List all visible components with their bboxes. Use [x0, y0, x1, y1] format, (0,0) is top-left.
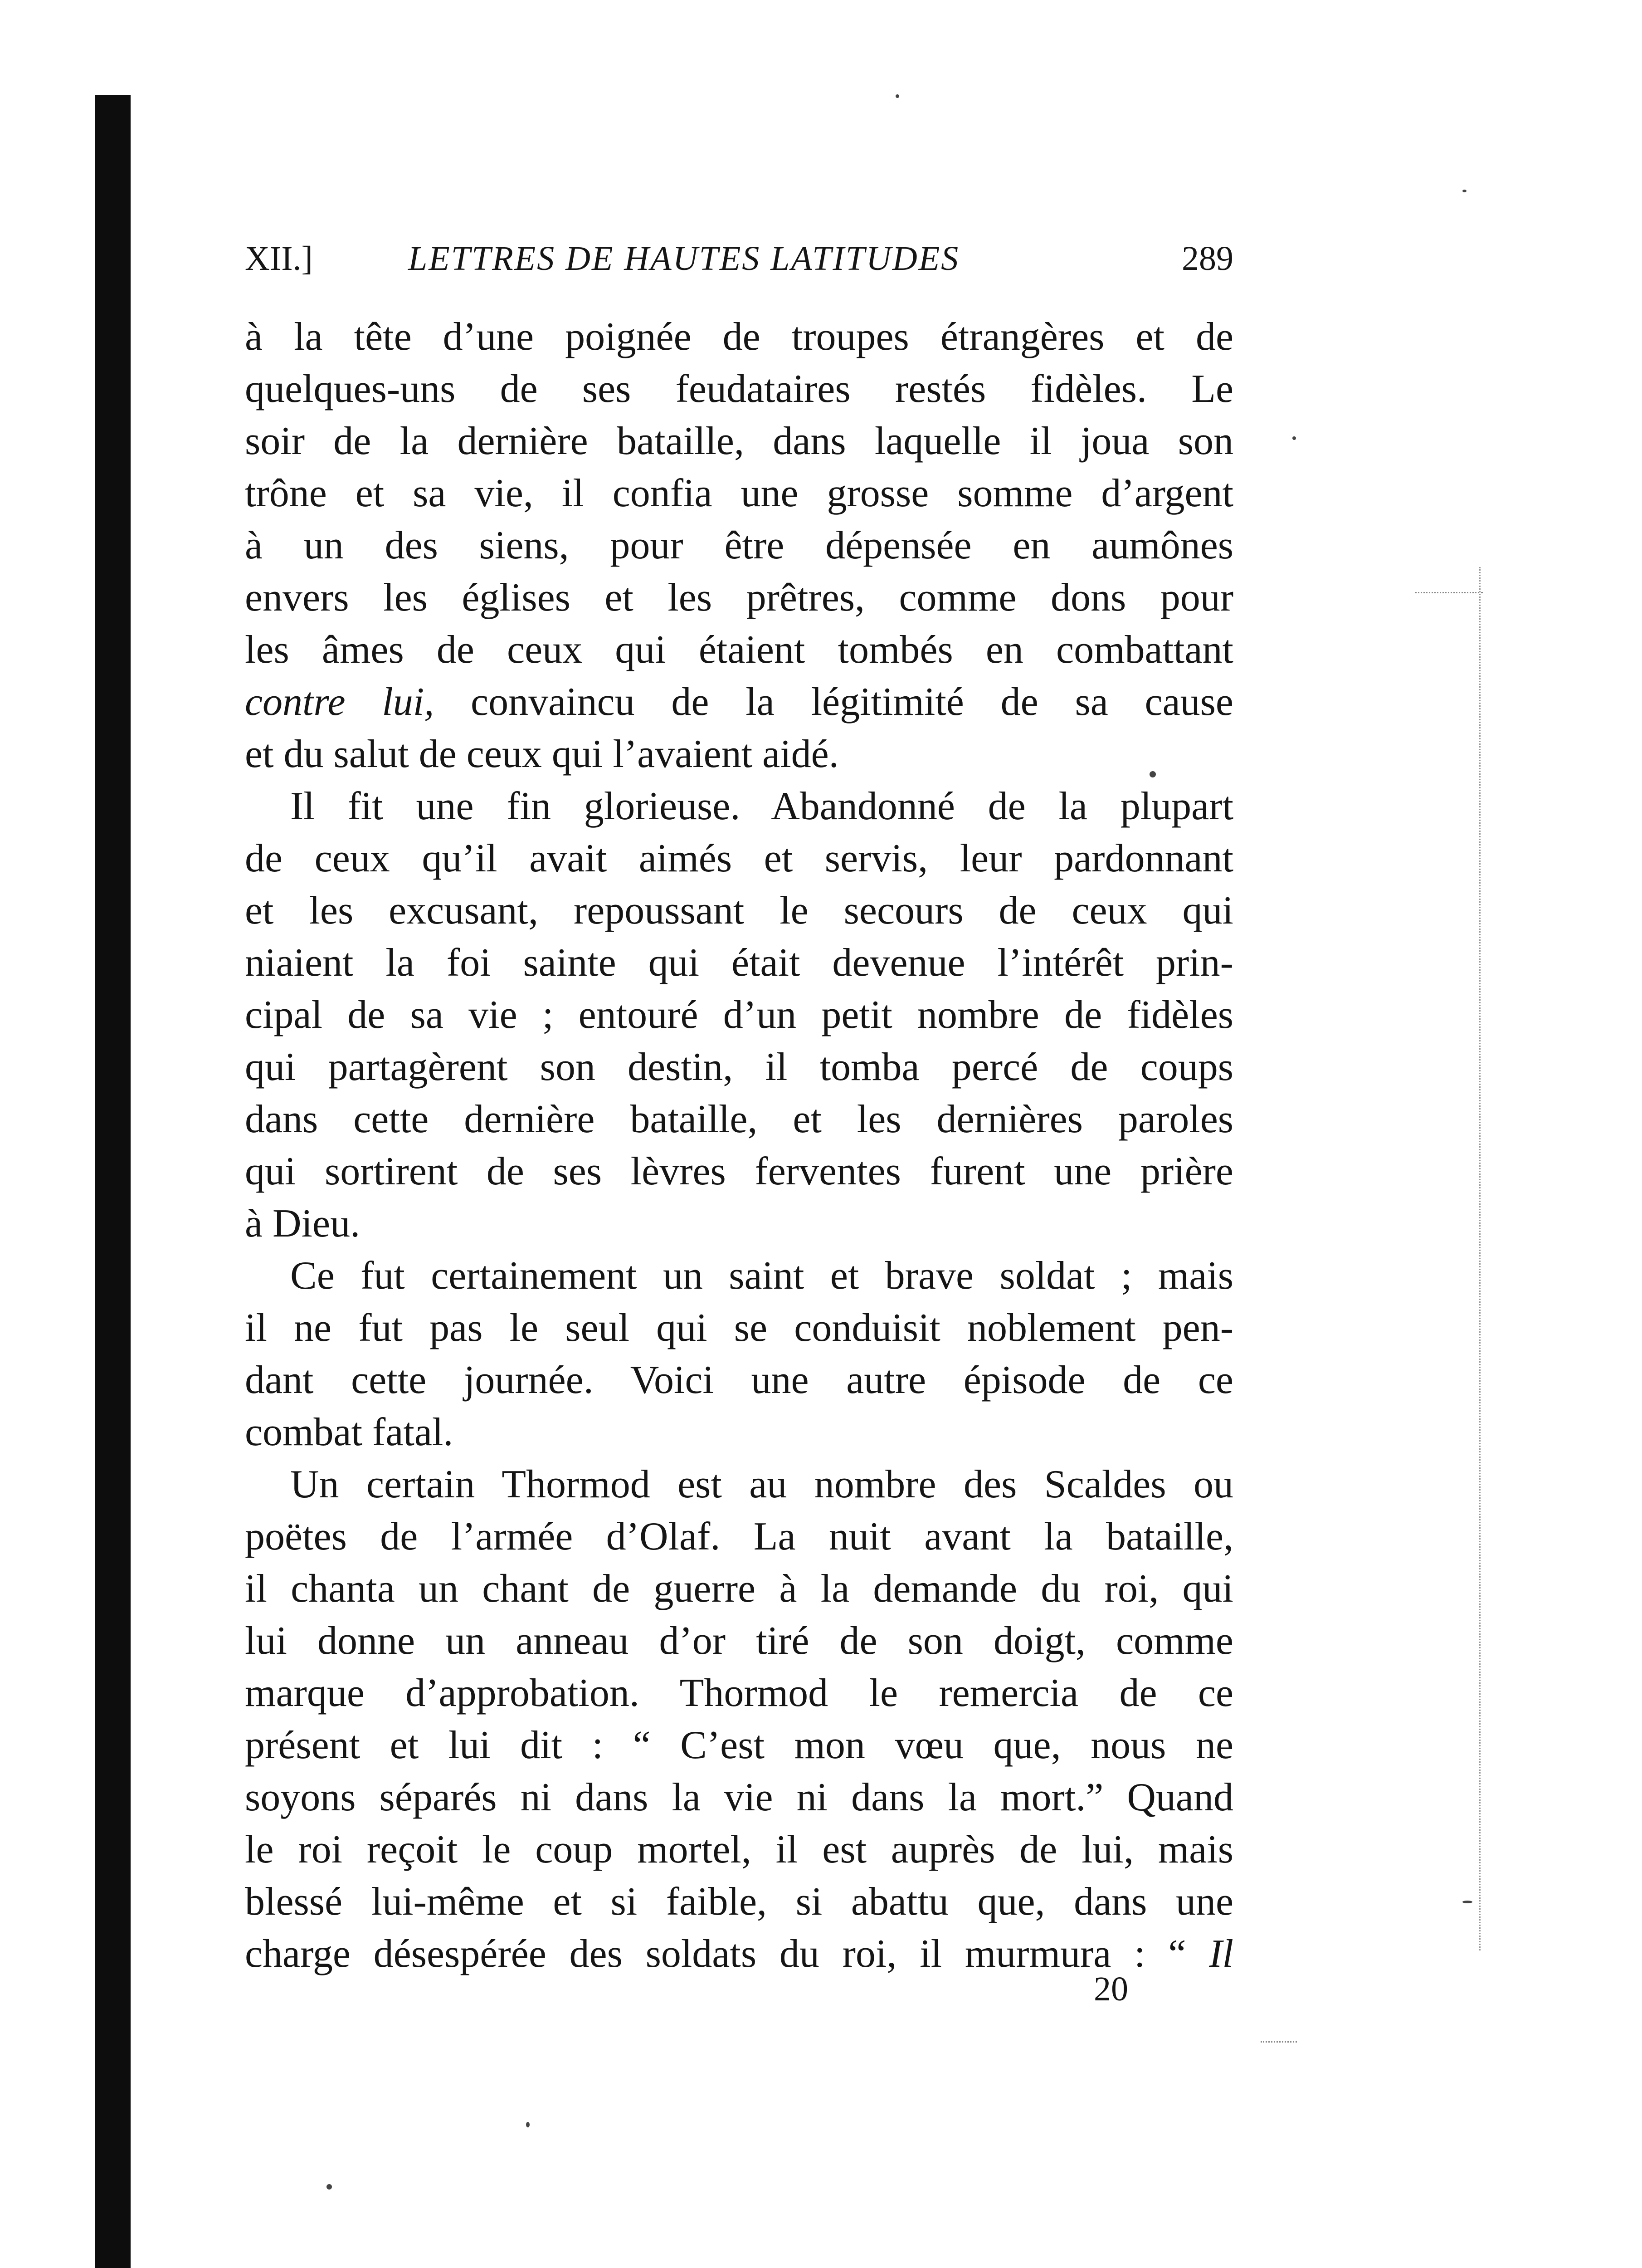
text-line: blessé lui-même et si faible, si abattu que, dans une — [245, 1880, 1233, 1924]
text-line: et les excusant, repoussant le secours de ceux qui — [245, 889, 1233, 933]
text-line: et du salut de ceux qui l’avaient aidé. — [245, 732, 839, 776]
scan-edge-mark — [1415, 592, 1483, 593]
text-line: qui partagèrent son destin, il tomba percé de coups — [245, 1045, 1233, 1089]
scan-speck — [1462, 190, 1467, 192]
text-line: à la tête d’une poignée de troupes étrangères et de — [245, 315, 1233, 359]
text-line: dant cette journée. Voici une autre épisode de ce — [245, 1358, 1233, 1402]
scan-edge-mark — [1261, 2041, 1297, 2043]
text-line: qui sortirent de ses lèvres ferventes furent une prière — [245, 1149, 1233, 1193]
last-line-italic: Il — [1209, 1932, 1233, 1976]
text-line: quelques-uns de ses feudataires restés fidèles. Le — [245, 367, 1233, 411]
italic-contre-lui: contre lui, — [245, 680, 434, 724]
text-line: cipal de sa vie ; entouré d’un petit nombre de fidèles — [245, 993, 1233, 1037]
text-line: il chanta un chant de guerre à la demande du roi, qui — [245, 1567, 1233, 1611]
running-title: LETTRES DE HAUTES LATITUDES — [408, 240, 960, 278]
text-line: niaient la foi sainte qui était devenue l’intérêt prin- — [245, 941, 1233, 985]
scan-speck — [1292, 436, 1296, 440]
text-line: le roi reçoit le coup mortel, il est auprès de lui, mais — [245, 1828, 1233, 1872]
scan-speck — [1462, 1901, 1472, 1903]
scan-speck — [1150, 771, 1156, 777]
text-line: à Dieu. — [245, 1202, 361, 1246]
scan-edge-mark — [1479, 567, 1481, 1950]
text-line: il ne fut pas le seul qui se conduisit noblement pen- — [245, 1306, 1233, 1350]
text-line: soir de la dernière bataille, dans laquelle il joua son — [245, 419, 1233, 463]
text-line: soyons séparés ni dans la vie ni dans la mort.” Quand — [245, 1775, 1233, 1819]
scan-speck — [896, 94, 899, 98]
text-line: lui donne un anneau d’or tiré de son doigt, comme — [245, 1619, 1233, 1663]
last-line-roman: charge désespérée des soldats du roi, il murmura : “ — [245, 1932, 1209, 1976]
text-line: envers les églises et les prêtres, comme dons pour — [245, 576, 1233, 620]
text-line: poëtes de l’armée d’Olaf. La nuit avant la bataille, — [245, 1515, 1233, 1559]
text-line: présent et lui dit : “ C’est mon vœu que, nous ne — [245, 1723, 1233, 1767]
text-line: les âmes de ceux qui étaient tombés en combattant — [245, 628, 1233, 672]
paragraph-start-line: Un certain Thormod est au nombre des Scaldes ou — [290, 1462, 1233, 1506]
text-line: dans cette dernière bataille, et les dernières paroles — [245, 1097, 1233, 1141]
chapter-number: XII.] — [245, 240, 313, 278]
text-line: à un des siens, pour être dépensée en aumônes — [245, 523, 1233, 567]
binding-shadow — [95, 95, 131, 2268]
paragraph-start-line: Ce fut certainement un saint et brave soldat ; mais — [290, 1254, 1233, 1298]
text-line: trône et sa vie, il confia une grosse somme d’argent — [245, 471, 1233, 515]
signature-mark: 20 — [1094, 1970, 1128, 2008]
text-line: combat fatal. — [245, 1410, 453, 1454]
text-line-italic-start: contre lui, convaincu de la légitimité de sa cause — [245, 680, 1233, 724]
running-header — [245, 229, 1233, 288]
paragraph-start-line: Il fit une fin glorieuse. Abandonné de la plupart — [290, 784, 1233, 828]
page-number: 289 — [1182, 240, 1233, 278]
body-text — [245, 311, 1233, 1980]
scan-speck — [526, 2122, 530, 2127]
text-line: de ceux qu’il avait aimés et servis, leur pardonnant — [245, 836, 1233, 880]
scan-speck — [326, 2184, 332, 2190]
text-line: marque d’approbation. Thormod le remercia de ce — [245, 1671, 1233, 1715]
